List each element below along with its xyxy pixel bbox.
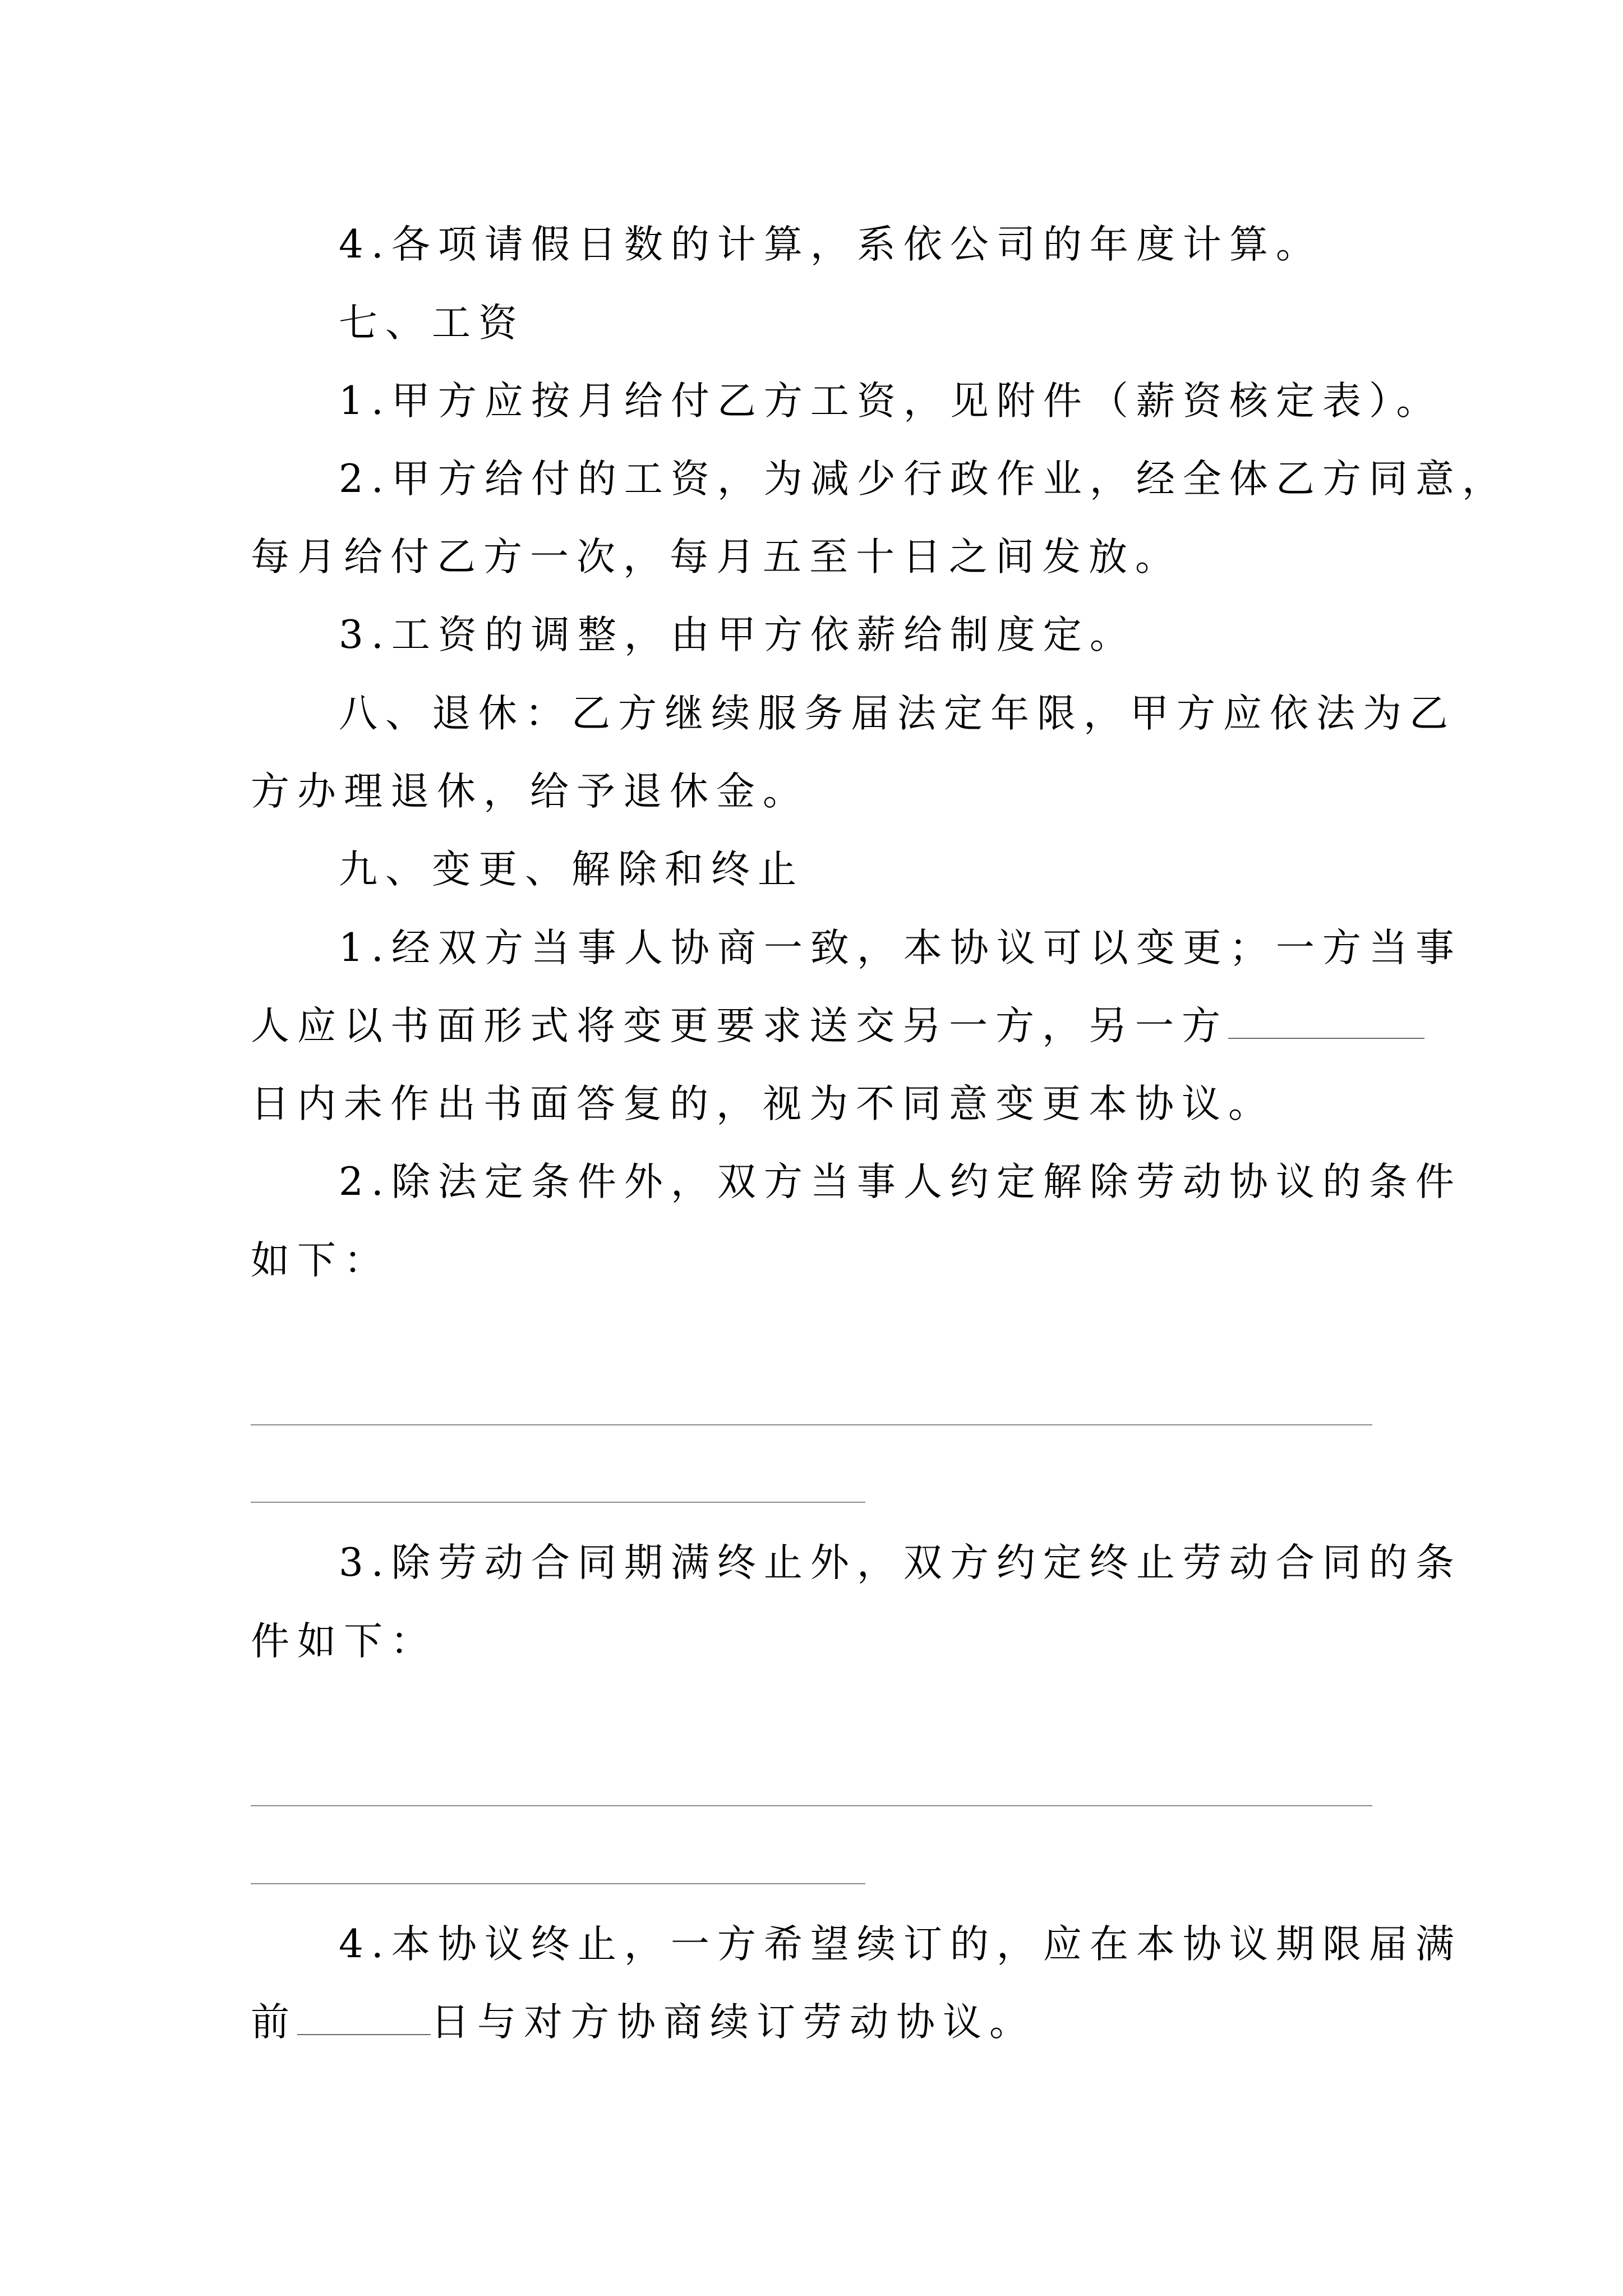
fill-in-rule <box>251 1883 865 1884</box>
leave-clause-4: 4.各项请假日数的计算，系依公司的年度计算。 <box>339 222 1322 267</box>
fill-in-rule <box>251 1502 865 1503</box>
fill-in-rule <box>251 1424 1372 1425</box>
section-heading-salary: 七、工资 <box>339 301 525 346</box>
change-clause-1-line1: 1.经双方当事人协商一致，本协议可以变更；一方当事 <box>339 926 1462 970</box>
salary-clause-2-line1: 2.甲方给付的工资，为减少行政作业，经全体乙方同意， <box>339 457 1509 501</box>
change-clause-4-line2-post: 日与对方协商续订劳动协议。 <box>431 2000 1036 2045</box>
retirement-clause-line2: 方办理退休，给予退休金。 <box>251 769 809 814</box>
days-blank <box>1228 1004 1424 1039</box>
change-clause-1-line2 <box>251 998 1424 1054</box>
change-clause-2-line2: 如下： <box>251 1238 390 1283</box>
retirement-clause-line1: 八、退休：乙方继续服务届法定年限，甲方应依法为乙 <box>339 691 1456 736</box>
salary-clause-1: 1.甲方应按月给付乙方工资，见附件（薪资核定表）。 <box>339 379 1443 424</box>
change-clause-4-line2-pre: 前 <box>251 2000 297 2045</box>
fill-in-rule <box>251 1805 1372 1806</box>
change-clause-1-line2-text: 人应以书面形式将变更要求送交另一方，另一方 <box>251 1004 1228 1048</box>
change-clause-1-line3: 日内未作出书面答复的，视为不同意变更本协议。 <box>251 1082 1275 1126</box>
change-clause-2-line1: 2.除法定条件外，双方当事人约定解除劳动协议的条件 <box>339 1159 1462 1204</box>
days-blank <box>297 2000 431 2035</box>
salary-clause-2-line2: 每月给付乙方一次，每月五至十日之间发放。 <box>251 535 1182 579</box>
change-clause-3-line2: 件如下： <box>251 1619 437 1664</box>
change-clause-3-line1: 3.除劳动合同期满终止外，双方约定终止劳动合同的条 <box>339 1540 1462 1585</box>
salary-clause-3: 3.工资的调整，由甲方依薪给制度定。 <box>339 613 1136 657</box>
section-heading-change: 九、变更、解除和终止 <box>339 847 804 892</box>
change-clause-4-line2 <box>251 1994 1036 2050</box>
change-clause-4-line1: 4.本协议终止，一方希望续订的，应在本协议期限届满 <box>339 1922 1462 1967</box>
